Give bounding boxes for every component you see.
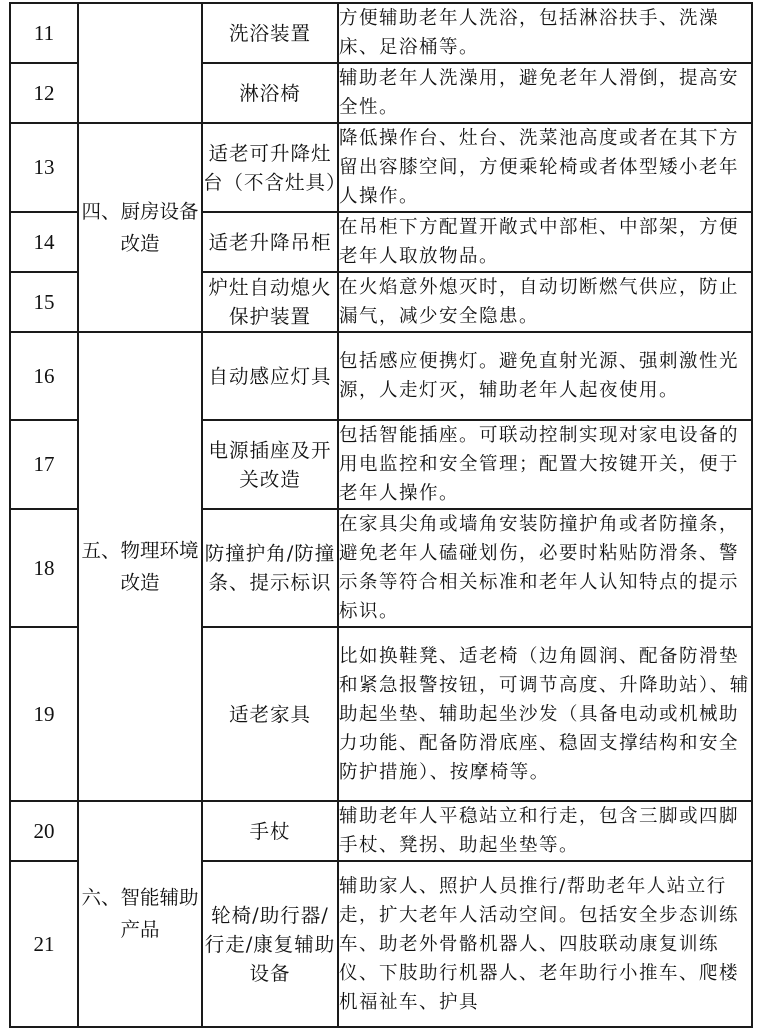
row-number: 19: [10, 627, 78, 801]
item-name: 适老升降吊柜: [202, 212, 338, 272]
row-number: 20: [10, 801, 78, 861]
table-row: [10, 801, 752, 861]
row-number: 16: [10, 332, 78, 420]
item-name: 自动感应灯具: [202, 332, 338, 420]
row-number: 12: [10, 63, 78, 123]
row-number: 17: [10, 420, 78, 509]
item-description: 在火焰意外熄灭时，自动切断燃气供应，防止漏气，减少安全隐患。: [338, 272, 752, 332]
item-description: 辅助老年人平稳站立和行走，包含三脚或四脚手杖、凳拐、助起坐垫等。: [338, 801, 752, 861]
item-name: 洗浴装置: [202, 3, 338, 63]
item-name: 适老可升降灶台（不含灶具）: [202, 123, 338, 212]
row-number: 11: [10, 3, 78, 63]
row-number: 21: [10, 861, 78, 1027]
table-row: [10, 3, 752, 63]
item-description: 辅助老年人洗澡用，避免老年人滑倒，提高安全性。: [338, 63, 752, 123]
item-name: 电源插座及开关改造: [202, 420, 338, 509]
item-description: 在吊柜下方配置开敞式中部柜、中部架，方便老年人取放物品。: [338, 212, 752, 272]
item-name: 手杖: [202, 801, 338, 861]
item-description: 方便辅助老年人洗浴，包括淋浴扶手、洗澡床、足浴桶等。: [338, 3, 752, 63]
category-cell-bathroom-continued: [78, 3, 202, 123]
item-description: 包括智能插座。可联动控制实现对家电设备的用电监控和安全管理；配置大按键开关，便于老年人操作。: [338, 420, 752, 509]
row-number: 15: [10, 272, 78, 332]
item-name: 防撞护角/防撞条、提示标识: [202, 509, 338, 627]
item-description: 在家具尖角或墙角安装防撞护角或者防撞条，避免老年人磕碰划伤，必要时粘贴防滑条、警示条等符合相关标准和老年人认知特点的提示标识。: [338, 509, 752, 627]
item-name: 炉灶自动熄火保护装置: [202, 272, 338, 332]
item-name: 适老家具: [202, 627, 338, 801]
row-number: 14: [10, 212, 78, 272]
row-number: 13: [10, 123, 78, 212]
table-row: [10, 123, 752, 212]
renovation-items-table: [9, 2, 753, 1028]
item-description: 辅助家人、照护人员推行/帮助老年人站立行走，扩大老年人活动空间。包括安全步态训练车、助老外骨骼机器人、四肢联动康复训练仪、下肢助行机器人、老年助行小推车、爬楼机福祉车、护具: [338, 861, 752, 1027]
category-smart: 六、智能辅助产品: [78, 801, 202, 1027]
item-name: 轮椅/助行器/行走/康复辅助设备: [202, 861, 338, 1027]
table-row: [10, 332, 752, 420]
item-description: 包括感应便携灯。避免直射光源、强刺激性光源，人走灯灭，辅助老年人起夜使用。: [338, 332, 752, 420]
category-kitchen: 四、厨房设备改造: [78, 123, 202, 332]
category-physical: 五、物理环境改造: [78, 332, 202, 801]
row-number: 18: [10, 509, 78, 627]
item-name: 淋浴椅: [202, 63, 338, 123]
item-description: 降低操作台、灶台、洗菜池高度或者在其下方留出容膝空间，方便乘轮椅或者体型矮小老年人操作。: [338, 123, 752, 212]
item-description: 比如换鞋凳、适老椅（边角圆润、配备防滑垫和紧急报警按钮，可调节高度、升降助站）、辅助起坐垫、辅助起坐沙发（具备电动或机械助力功能、配备防滑底座、稳固支撑结构和安全防护措施）、按摩椅等。: [338, 627, 752, 801]
